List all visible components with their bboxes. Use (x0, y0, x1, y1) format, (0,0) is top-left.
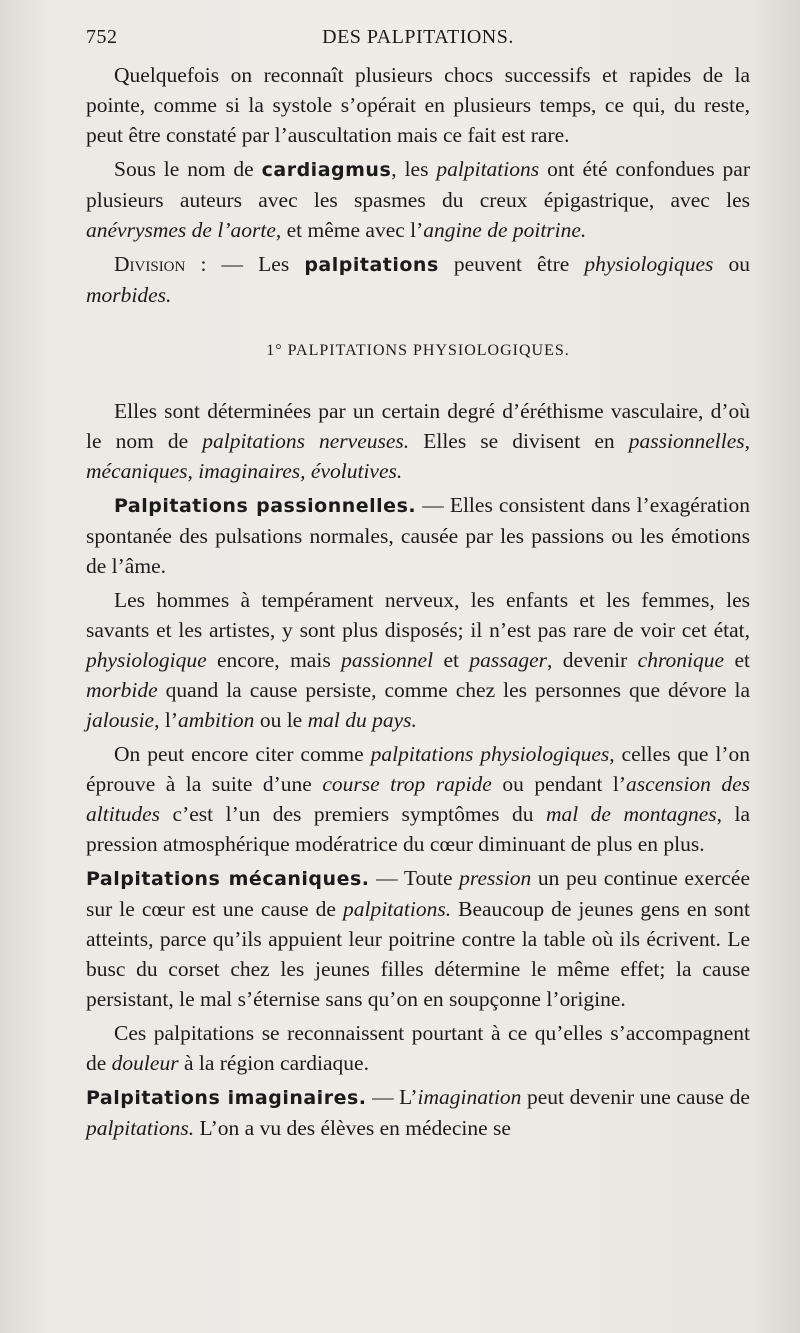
italic-term: pression (459, 866, 532, 890)
text-run: Sous le nom de (114, 157, 262, 181)
section-heading: 1° PALPITATIONS PHYSIOLOGIQUES. (266, 342, 570, 359)
page-number: 752 (86, 26, 118, 48)
bold-term: cardiagmus (261, 159, 392, 181)
text-run: encore, mais (206, 648, 342, 672)
italic-term: chronique (637, 648, 725, 672)
text-run: , et même avec l’ (275, 218, 424, 242)
paragraph (86, 585, 750, 735)
text-run: c’est l’un des premiers symptômes du (160, 802, 546, 826)
running-title: DES PALPITATIONS. (322, 26, 514, 48)
italic-term: course trop rapide (322, 772, 492, 796)
paragraph (86, 154, 750, 245)
text-run: et (724, 648, 750, 672)
italic-term: physiologique (86, 648, 207, 672)
italic-term: passager (469, 648, 548, 672)
bold-term: palpitations (304, 254, 439, 276)
italic-term: imagination (417, 1085, 522, 1109)
text-run: — Toute (369, 866, 460, 890)
page-body (86, 60, 750, 1143)
italic-term: ascension des altitudes (86, 772, 750, 826)
text-run: : — Les (185, 252, 305, 276)
paragraph (86, 863, 750, 1014)
text-run: à la région cardiaque. (178, 1051, 369, 1075)
text-run: ou le (254, 708, 308, 732)
italic-term: angine de poitrine. (423, 218, 587, 242)
italic-term: anévrysmes de l’aorte (86, 218, 276, 242)
paragraph (86, 249, 750, 310)
italic-term: palpitations nerveuses. (202, 429, 410, 453)
subsection-title: Palpitations imaginaires. (86, 1087, 367, 1109)
italic-term: morbides. (86, 283, 172, 307)
text-run: Elles se divisent en (409, 429, 629, 453)
text-run: Ces palpitations se reconnaissent pourtant à ce qu’elles s’accompagnent de (86, 1021, 750, 1075)
italic-term: morbide (86, 678, 158, 702)
italic-term: douleur (111, 1051, 179, 1075)
italic-term: physiologiques (584, 252, 714, 276)
running-head (86, 26, 750, 52)
subsection-title: Palpitations mécaniques. (86, 868, 370, 890)
italic-term: mal du pays. (307, 708, 417, 732)
text-run: peuvent être (438, 252, 585, 276)
text-run: Beaucoup de jeunes gens en sont atteints, parce qu’ils appuient leur poitrine contre la table où ils écrivent. Le busc du corset chez les jeunes filles détermine le même effet; la cause persistant, le mal s’éternise sans qu’on en soupçonne l’origine. (86, 897, 750, 1011)
subsection-title: Palpitations passionnelles. (114, 495, 417, 517)
text-run: , la pression atmosphérique modératrice du cœur diminuant de plus en plus. (86, 802, 750, 856)
text-run: Les hommes à tempérament nerveux, les enfants et les femmes, les savants et les artistes, y sont plus disposés; il n’est pas rare de voir cet état, (86, 588, 750, 642)
italic-term: palpitations physiologiques (370, 742, 610, 766)
text-run: un peu continue exercée sur le cœur est une cause de (86, 866, 751, 921)
text-run: peut devenir une cause de (521, 1085, 750, 1109)
paragraph: Quelquefois on reconnaît plusieurs chocs successifs et rapides de la pointe, comme si la systole s’opérait en plusieurs temps, ce qui, du reste, peut être constaté par l’auscultation mais ce fait est rare. (86, 63, 750, 147)
text-run: ou (713, 252, 751, 276)
italic-term: mal de montagnes (545, 802, 717, 826)
text-run: , celles que l’on éprouve à la suite d’une (86, 742, 750, 796)
paragraph (86, 1082, 750, 1143)
text-run: et (433, 648, 470, 672)
text-run: On peut encore citer comme (114, 742, 371, 766)
text-run: ou pendant l’ (491, 772, 627, 796)
italic-term: palpitations (436, 157, 540, 181)
italic-term: palpitations. (86, 1116, 195, 1140)
italic-term: passionnelles, mécaniques, imaginaires, évolutives. (86, 429, 750, 483)
text-run: Elles sont déterminées par un certain degré d’éréthisme vasculaire, d’où le nom de (86, 399, 750, 453)
text-run: , les (391, 157, 437, 181)
text-run: L’on a vu des élèves en médecine se (194, 1116, 511, 1140)
text-run: — Elles consistent dans l’exagération spontanée des pulsations normales, causée par les passions ou les émotions de l’âme. (86, 493, 750, 578)
italic-term: palpitations. (342, 897, 452, 921)
text-run: , devenir (547, 648, 638, 672)
division-label: Division (114, 252, 186, 276)
paragraph (86, 1018, 750, 1078)
italic-term: passionnel (341, 648, 434, 672)
text-run: , l’ (154, 708, 178, 732)
text-run: — L’ (366, 1085, 418, 1109)
text-run: quand la cause persiste, comme chez les personnes que dévore la (157, 678, 750, 702)
text-run: ont été confondues par plusieurs auteurs avec les spasmes du creux épigastrique, avec les (86, 157, 750, 212)
italic-term: jalousie (86, 708, 155, 732)
paragraph (86, 739, 750, 859)
paragraph (86, 490, 750, 581)
italic-term: ambition (177, 708, 255, 732)
paragraph (86, 396, 750, 486)
